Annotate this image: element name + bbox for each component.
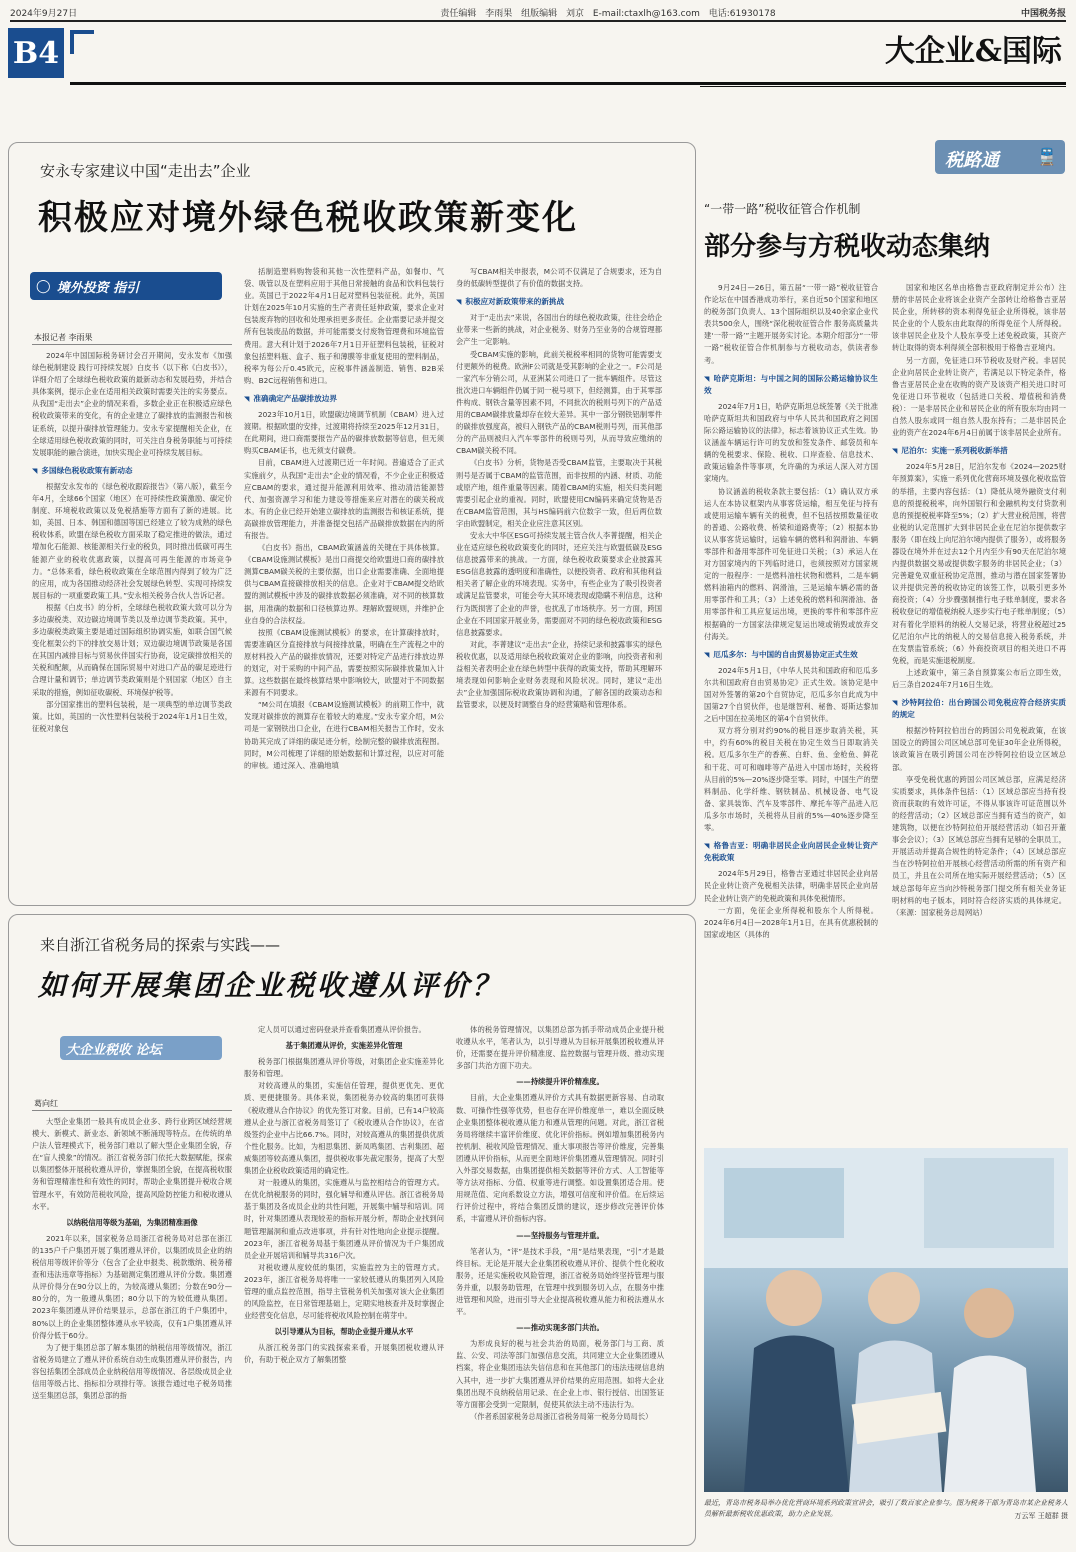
paragraph: 为了便于集团总部了解本集团的纳税信用等级情况，浙江省税务局建立了遵从评价系统自动生成集团遵从评价报告，内容包括集团全部成员企业纳税信用等级情况、各层级成员企业信用等级占比、指标扣分项排行等。该报告通过电子税务局推送至集团总部，集团总部的指	[32, 1342, 232, 1401]
subheading: ◥ 积极应对新政策带来的新挑战	[456, 296, 662, 308]
masthead-strip	[10, 4, 1066, 20]
article1-column-3	[456, 266, 662, 896]
photo-caption	[704, 1498, 1068, 1522]
subheading: ◥ 厄瓜多尔：与中国的自由贸易协定正式生效	[704, 649, 878, 661]
subheading: ◥ 多国绿色税收政策有新动态	[32, 465, 232, 477]
paragraph: 根据安永发布的《绿色税收跟踪报告》（第八版），截至今年4月，全球66个国家（地区）在可持续性政策激励、碳定价制度、环境税收政策以及免税措施等方面有了新的进展。比如，美国、日本、韩国和德国等国已经建立了较为成熟的绿色税收体系，欧盟在绿色税收方面采取了稳定推进的做法，通过增加化石能源、核能源相关行业的税负，同时推出低碳可再生能源产业的税收优惠政策，以提高可再生能源的市场竞争力。“总体来看，绿色税收政策在全球范围内得到了较为广泛的应用，成为各国推动经济社会发展绿色转型、实现可持续发展目标的一项重要政策工具。”安永相关税务合伙人告诉记者。	[32, 481, 232, 600]
paragraph: 根据《白皮书》的分析，全球绿色税收政策大致可以分为多边碳税类、双边碳边境调节类以及单边调节类政策。其中，多边碳税类政策主要是通过国际组织协调实施，如联合国气候变化框架公约下的排放交易计划；双边碳边境调节政策是各国在其国内减排目标与贸易伙伴国实行协商，设定碳排放相关的关税和配额，从而确保在国际贸易中对进口产品的碳足迹进行合理计量和调节；单边调节类政策则是个别国家（地区）自主采取的措施，例如征收碳税、环境保护税等。	[32, 602, 232, 697]
masthead-rule	[10, 20, 1066, 22]
issue-date: 2024年9月27日	[10, 8, 78, 19]
photo-credit: 万云军 王超群 摄	[1014, 1512, 1068, 1520]
paragraph: 国家和地区名单由格鲁吉亚政府制定并公布）注册的非居民企业将该企业资产全部转让给格鲁吉亚居民企业，所转移的资本利得免征企业所得税，该非居民企业的个人股东由此取得的所得免征个人所得税。该非居民企业及个人股东享受上述免税政策，其资产转让取得的资本利得须全部积极用于格鲁吉亚境内。	[892, 283, 1066, 353]
paragraph: 2021年以来，国家税务总局浙江省税务局对总部在浙江的135户千户集团开展了集团遵从评价，以集团成员企业的纳税信用等级评价等分（包含了企业申报类、税款缴纳、税务稽查和违法违章等指标）为基础测定集团遵从评价分数。集团遵从评价得分在90分以上的，为较高遵从集团；分数在90分—80分的，为一般遵从集团；80分以下的为较低遵从集团。2023年集团遵从评价结果显示，总部在浙江的千户集团中，80%以上的企业集团整体遵从水平较高，仅有1户集团遵从评价得分低于60分。	[32, 1233, 232, 1340]
article3-headline: 如何开展集团企业税收遵从评价？	[38, 969, 504, 1002]
article1-column-2	[244, 266, 444, 896]
article2-column-2	[892, 282, 1066, 1132]
article1-byline: 本报记者 李雨果	[34, 333, 93, 342]
subheading: ——持续提升评价精准度。	[516, 1077, 604, 1087]
paragraph: 2024年5月29日，格鲁吉亚通过非居民企业向居民企业转让资产免税相关法律，明确非居民企业向居民企业转让资产的免税政策和具体免税情形。	[704, 869, 878, 903]
paragraph: 2024年中国国际税务研讨会召开期间，安永发布《加强绿色税制建设 践行可持续发展》白皮书（以下称《白皮书》），详细介绍了全球绿色税收政策的最新动态和发展趋势，并结合具体案例，提示企业在适用相关政策时需要关注的实务要点。从我国“走出去”企业的情况来看，多数企业正在积极适应绿色税收政策带来的变化，有的企业建立了碳排放的监测报告和核证系统，以提升碳排放管理能力。安永专家提醒相关企业，在全球适用绿色税收政策的同时，可关注自身税务职能与可持续发展职能的融合演进，加快实现企业可持续发展目标。	[32, 351, 232, 457]
article3-column-1	[32, 1116, 232, 1536]
subheading: ◥ 尼泊尔：实施一系列税收新举措	[892, 445, 1066, 457]
column-logo-tax-road-text: 税路通	[945, 150, 999, 171]
column-logo-text: 境外投资 指引	[56, 280, 140, 296]
subheading: ——推动实现多部门共治。	[516, 1323, 604, 1333]
article3-column-3	[456, 1024, 664, 1536]
subheading: ◥ 准确确定产品碳排放边界	[244, 393, 444, 405]
paragraph: 从浙江税务部门的实践探索来看，开展集团税收遵从评价，有助于税企双方了解集团整	[244, 1343, 444, 1365]
article3-column-2	[244, 1024, 444, 1536]
paper-name: 中国税务报	[1020, 8, 1066, 19]
article2-kicker: “一带一路”税收征管合作机制	[704, 202, 861, 216]
section-title: 大企业&国际	[884, 34, 1062, 69]
article2-column-1	[704, 282, 878, 1132]
paragraph: 笔者认为，“评”是技术手段，“用”是结果表现，“引”才是最终目标。无论是开展大企业集团税收遵从评价、提供个性化税收服务，还是实施税收风险管理，浙江省税务局始终坚持管理与服务并重，以服务助管理，在管理中找到服务切入点，在服务中推进管理和风险，进而引导大企业提高税收遵从能力和税法遵从水平。	[456, 1246, 664, 1317]
paragraph: 括制造塑料购物袋和其他一次性塑料产品，如餐巾、气袋、吸管以及在塑料应用于其他日常接触的食品和饮料包装行业。英国已于2022年4月1日起对塑料包装征税。此外，英国计划在2025年10月实施的生产者责任延伸政策，要求企业对包装废弃物的回收和处理承担更多责任。企业需要记录并提交所有包装废品的数据，并可能需要支付废物管理费和环境监管费用。意大利计划于2026年7月1日开征塑料包装税，征税对象包括塑料瓶、盒子、瓶子和薄膜等非重复使用的塑料制品，税率为每公斤0.45欧元，应税事件涵盖制造、销售、B2B采购、B2C远程销售和进口。	[244, 267, 444, 385]
section-rule-thin	[700, 86, 1066, 87]
article3-byline: 葛向红	[34, 1099, 58, 1108]
byline-rule	[32, 344, 232, 345]
column-logo-forum-text: 大企业税收 论坛	[66, 1042, 162, 1058]
column-logo-tax-road	[935, 140, 1065, 174]
photo-caption-text: 最近，青岛市税务局举办优化营商环境系列政策宣讲会，吸引了数百家企业参与。图为税务干部为青岛市某企业税务人员解析最新税收优惠政策，助力企业发展。	[704, 1499, 1068, 1518]
subheading: ◥ 哈萨克斯坦：与中国之间的国际公路运输协议生效	[704, 373, 878, 397]
subheading: 基于集团遵从评价，实施差异化管理	[285, 1041, 403, 1051]
paragraph: 为形成良好的税与社会共治的局面，税务部门与工商、质监、公安、司法等部门加强信息交流，共同建立大企业集团遵从档案，将企业集团违法失信信息和在其他部门的违法违规信息纳入其中，进一步扩大集团遵从评价结果的应用范围。如将大企业集团出现不良纳税信用记录、在企业上市、银行授信、出国签证等方面都会受到一定限制，促使其依法主动不违法行为。	[456, 1339, 664, 1409]
globe-icon: ◯	[36, 278, 51, 294]
paragraph: 大型企业集团一般具有成员企业多、跨行业跨区域经营规模大、新模式、新业态、新领域不断涌现等特点。在传统的单户法人管理模式下，税务部门难以了解大型企业集团全貌，存在“盲人摸象”的情况。浙江省税务部门依托大数据赋能，探索以集团整体开展税收遵从评价，掌握集团全貌，在提高税收服务和管理精准性和有效性的同时，帮助企业集团提升税收合规管理水平，有效防范税收风险，提高风险防控能力和税收遵从水平。	[32, 1117, 232, 1211]
paragraph: 2023年10月1日，欧盟碳边境调节机制（CBAM）进入过渡期。根据欧盟的安排，过渡期将持续至2025年12月31日，在此期间，进口商需要报告产品的碳排放数据等信息，但无须购买CBAM证书，也无须支付碳费。	[244, 410, 444, 456]
column-logo-overseas	[30, 272, 222, 300]
page-number: B4	[8, 28, 64, 78]
news-photo	[704, 1148, 1068, 1492]
paragraph: 安永大中华区ESG可持续发展主管合伙人李菁提醒，相关企业在适应绿色税收政策变化的同时，还应关注与欧盟低碳及ESG信息披露带来的挑战。一方面，绿色税收政策要求企业披露其ESG信息披露的透明度和准确性，以便投资者、政府和其他利益相关者了解企业的环境表现。实务中，有些企业为了吸引投资者或满足监管要求，可能会夸大其环境表现或隐瞒不利信息，这种行为既损害了企业的声誉，也扰乱了市场秩序。另一方面，跨国企业在不同国家开展业务，需要面对不同的绿色税收政策和ESG信息披露要求。	[456, 530, 662, 637]
article2-headline: 部分参与方税收动态集纳	[704, 232, 991, 262]
paragraph: 一方面，免征企业所得税和股东个人所得税。2024年6月4日—2028年1月1日，在具有优惠税制的国家或地区（具体的	[704, 905, 878, 939]
paragraph: 税务部门根据集团遵从评价等级，对集团企业实施差异化服务和管理。	[244, 1057, 444, 1079]
subheading: 以引导遵从为目标，帮助企业提升遵从水平	[274, 1327, 414, 1337]
subheading: ◥ 格鲁吉亚：明确非居民企业向居民企业转让资产免税政策	[704, 840, 878, 864]
subheading: 以纳税信用等级为基础，为集团精准画像	[66, 1217, 198, 1227]
paragraph: 9月24日—26日，第五届“一带一路”税收征管合作论坛在中国香港成功举行，来自近50个国家和地区的税务部门负责人、13个国际组织以及40余家企业代表共500余人，围绕“深化税收征管合作 服务高质量共建‘一带一路’”主题开展务实讨论。本期介绍部分“一带一路”税收征管合作机制参与方税收动态，供读者参考。	[704, 283, 878, 365]
paragraph: 体的税务管理情况，以集团总部为抓手带动成员企业提升税收遵从水平，笔者认为，以引导遵从为目标开展集团税收遵从评价，还需要在提升评价精准度、监控数据与管理升级、推动实现多部门共治方面下功夫。	[456, 1025, 664, 1071]
paragraph: 对此，李菁建议“走出去”企业，持续记录和披露事实的绿色税收优惠，以及适用绿色税收政策对企业的影响，向投资者和利益相关者表明企业在绿色转型中获得的政策支持，帮助其理解环境表现如何影响企业财务表现和风险状况。同时，建议“走出去”企业加强国际税收政策协调和沟通，了解各国的政策动态和监管要求，以便及时调整自身的经营策略和管理体系。	[456, 639, 662, 710]
paragraph: 协议涵盖的税收条款主要包括：（1）确认双方承运人在本协议框架内从事客货运输，相互免征与持有或使用运输车辆有关的税费，但不包括按照数量征收的普通、公路收费、桥梁和道路费等；（2）根据本协议从事客货运输时，运输车辆的燃料和润滑油、车辆零部件和备用零部件可免征进口关税；（3）承运人在对方国家境内的下列临时进口，也须按照对方国家规定的一般程序：一是燃料油柱状物和燃料，二是车辆燃料油箱内的燃料、润滑油，三是运输车辆必需的备用零部件和工具；（3）上述免税的燃料和润滑油、备用零部件和工具应复运出境，更换的零件和零部件应根据确的一方国家法律规定复运出境或销毁或放弃交付海关。	[704, 486, 878, 641]
paragraph: 2024年5月1日，《中华人民共和国政府和厄瓜多尔共和国政府自由贸易协定》正式生效。该协定是中国对外签署的第20个自贸协定，厄瓜多尔自此成为中国第27个自贸伙伴，也是继智利、秘鲁、哥斯达黎加之后中国在拉美地区的第4个自贸伙伴。	[704, 665, 878, 724]
byline-rule-3	[32, 1110, 232, 1111]
paragraph: 对税收遵从度较低的集团，实施监控为主的管理方式。2023年，浙江省税务局将唯一一家较低遵从的集团列入风险管理的重点监控范围，指导主管税务机关加强对该大企业集团的风险监控，在日常管理基础上，定期实地核查并及时掌握企业经营变化信息，尽可能将税收风险控制在萌芽中。	[244, 1262, 444, 1321]
article1-column-1	[32, 350, 232, 895]
paragraph: 受CBAM实施的影响，此前关税税率相同的货物可能需要支付更额外的税费。欧洲F公司就是受其影响的企业之一。F公司是一家汽车分销公司，从亚洲某公司进口了一批车辆组件。尽管这批次进口车辆组件仍属于同一税号项下，但经测算，由于其零部件构成、钢铁含量等因素不同，不同批次的税则号列下的产品适用的CBAM碳排放量却存在较大差异。其中一部分钢铁铝制零件的碳排放强度高，被归入钢铁产品的CBAM税则号列，而其他部分的产品则被归入汽车零部件的税则号列，从而导致应缴纳的CBAM碳关税不同。	[456, 349, 662, 456]
paragraph: 《白皮书》指出，CBAM政策涵盖的关键在于具体核算。《CBAM设施测试模板》是出口商提交给欧盟进口商的碳排放测算CBAM碳关税的主要依据，出口企业需要准确、全面地提供与CBAM直接碳排放相关的信息。企业对于CBAM提交给欧盟的测试模板中涉及的碳排放数据必须准确，对不同的核算数据，用准确的数据和口径核算边界。理解欧盟规则，并维护企业自身的合法权益。	[244, 543, 444, 625]
paragraph: 2024年5月28日，尼泊尔发布《2024—2025财年预算案》，实施一系列优化营商环境及强化税收监管的举措，主要内容包括：（1）降低从境外融资支付利息的预提税税率，向外国银行和金融机构支付贷款利息的预提税税率降至5%；（2）扩大营业税范围，将营业税的认定范围扩大到非居民企业在尼泊尔提供数字服务（即在线上向尼泊尔境内提供了服务），或将服务器设在境外并在过去12个月内至少有90天在尼泊尔境内提供数据交易或提供数字服务的非居民企业；（3）完善避免双重征税协定范围，推动与潜在国家签署协议并提供完善的税收协定的该签工作，以吸引更多外商投资；（4）分步骤强制推行电子账单制度，要求各税收登记的增值税纳税人逐步实行电子账单制度；（5）对有着化学原料的纳税人交易记录，将营业税超过25亿尼泊尔卢比的纳税人的交易信息接入税务系统，并在发票监管系统；（6）外商投资项目的相关进口不再免税，而是实施退税制度。	[892, 462, 1066, 665]
paragraph: 对于“走出去”来说，各国出台的绿色税收政策，往往会给企业带来一些新的挑战，对企业税务、财务乃至业务的合规管理都会产生一定影响。	[456, 313, 662, 347]
article3-kicker: 来自浙江省税务局的探索与实践——	[40, 936, 281, 954]
paragraph: 部分国家推出的塑料包装税，是一项典型的单边调节类政策。比如，英国的一次性塑料包装税于2024年1月1日生效，征税对象包	[32, 699, 232, 733]
article1-kicker: 安永专家建议中国“走出去”企业	[40, 162, 251, 180]
paragraph: 根据沙特阿拉伯出台的跨国公司免税政策，在该国设立的跨国公司区域总部可免征30年企业所得税，该政策旨在吸引跨国公司在沙特阿拉伯设立区域总部。	[892, 726, 1066, 772]
subheading: ——坚持服务与管理并重。	[516, 1230, 604, 1240]
paragraph: “M公司在填报《CBAM设施测试模板》的前期工作中，就发现对碳排放的测算存在着较大的难度。”安永专家介绍，M公司是一家钢铁出口企业，在进行CBAM相关报告工作时，安永协助其完成了详细的碳足迹分析，绘制完整的碳排放流程图。同时，M公司梳理了详细的原始数据和计算过程，以应对可能的审核。通过深入、准确地填	[244, 700, 444, 770]
paragraph: 定人员可以通过密码登录并查看集团遵从评价报告。	[258, 1025, 426, 1034]
paragraph: 另一方面，免征进口环节税收及财产税。非居民企业向居民企业转让资产，若满足以下特定条件，格鲁吉亚居民企业在收购的资产及该资产相关进口时可免征进口环节税收（包括进口关税、增值税和消费税）：一是非居民企业和居民企业的所有股东均由同一自然人股东或同一组自然人股东持有；二是非居民企业的资产在2024年6月4日前属于该非居民企业所有。	[892, 355, 1066, 438]
paragraph: 《白皮书》分析，货物是否受CBAM监管，主要取决于其税则号是否属于CBAM的监管范围，而非按照的内涵、材质、功能或原产地，组件重量等因素。随着CBAM的实施，相关归类问题需要引起企业的重视。同时，欧盟使用CN编码来确定货物是否在CBAM监管范围，其与HS编码前六位数字一致，但后两位数字由欧盟制定，相关企业应注意其区别。	[456, 458, 662, 528]
subheading: ◥ 沙特阿拉伯：出台跨国公司免税应符合经济实质的规定	[892, 697, 1066, 721]
paragraph: 对一般遵从的集团，实施遵从与监控相结合的管理方式。在优化纳税服务的同时，强化辅导和遵从评估。浙江省税务局基于集团及各成员企业的共性问题，开展集中辅导和培训。同时，针对集团遵从表现较差的指标开展分析，帮助企业找到问题管理漏洞和重点改进事项，并有针对性地向企业提示提醒。2023年，浙江省税务局基于集团遵从评价情况为千户集团成员企业开展培训和辅导共316户次。	[244, 1178, 444, 1260]
editor-credits: 责任编辑 李雨果 组版编辑 刘京 E-mail:ctaxlh@163.com 电话:61930178	[440, 8, 776, 19]
paragraph: 目前，大企业集团遵从评价方式具有数据更新容易、自动取数、可操作性强等优势，但也存在评价维度单一，难以全面反映企业集团整体税收遵从能力和遵从管理的问题。对此，浙江省税务局将继续丰富评价维度、优化评价指标。例如增加集团税务内控机制、税收风险管理情况、重大事项报告等评价维度，完善集团遵从评价指标，从而更全面地评价集团遵从管理情况。同时引入外部交易数据，由集团提供相关数据等评价方式、人工智能等等方法对指标、分值、权重等进行调整。如设置集团适合用。使用规范值、定向系数设立方法，增强可信度和评价值。在后续运行评价过程中，将结合集团反馈的建议，逐步修改完善评价体系，丰富遵从评价指标内容。	[456, 1093, 664, 1224]
paragraph: 写CBAM相关申报表，M公司不仅满足了合规要求，还为自身的低碳转型提供了有价值的数据支持。	[456, 267, 662, 289]
column-logo-forum	[60, 1036, 222, 1060]
article1-headline: 积极应对境外绿色税收政策新变化	[38, 198, 578, 238]
train-icon: 🚆	[1037, 147, 1057, 166]
photo-illustration	[704, 1148, 1068, 1492]
paragraph: 享受免税优惠的跨国公司区域总部，应满足经济实质要求，具体条件包括：（1）区域总部应当持有投资而获取的有效许可证，不得从事该许可证范围以外的经营活动；（2）区域总部应当拥有适当的资产，如建筑物，以便在沙特阿拉伯开展经营活动（如召开董事会会议）；（3）区域总部应当拥有足够的全职员工，开展活动并提高合规性的特定条件；（4）区域总部应当在沙特阿拉伯开展核心经营活动所需的所有资产和员工，并且在公司所在地实际开展经营活动；（5）区域总部每年应当向沙特税务部门提交所有相关业务证明材料的电子版本，同时符合经济实质的具体规定。（来源：国家税务总局网站）	[892, 774, 1066, 917]
paragraph: 按照《CBAM设施测试模板》的要求，在计算碳排放时，需要准确区分直接排放与间接排放量，明确在生产流程之中的原材料投入产品的碳排放情况，还要对特定产品进行排放边界的划定，对于采购的中间产品，需要按照实际碳排放量加入计算。这些数据在最终核算结果中影响较大，欧盟对于不同数据来源有不同要求。	[244, 627, 444, 698]
paragraph: 对较高遵从的集团，实施信任管理，提供更优先、更优质、更便捷服务。具体来说，集团税务办较高的集团可获得《税收遵从合作协议》的优先签订对象。目前，已有14户较高遵从企业与浙江省税务局签订了《税收遵从合作协议》，在省级签约企业中占比66.7%。同时，对较高遵从的集团提供优质个性化服务。比如，为相思集团、新凤鸣集团、吉利集团、超威集团等较高遵从集团，提供税收事先裁定服务，提高了大型集团企业税收政策适用的确定性。	[244, 1081, 444, 1176]
paragraph: （作者系国家税务总局浙江省税务局第一税务分局局长）	[470, 1411, 653, 1421]
corner-bracket	[70, 30, 94, 54]
paragraph: 上述政策中，第三条自预算案公布后立即生效，后三条自2024年7月16日生效。	[892, 667, 1066, 689]
section-rule	[70, 82, 1066, 85]
paragraph: 双方将分别对约90%的税目逐步取消关税，其中，约有60%的税目关税在协定生效当日即取消关税。厄瓜多尔生产的香蕉、白虾、鱼、金枪鱼、鲜花和干花、可可和咖啡等产品进入中国市场时，关税将从目前的5%—20%逐步降至零。同时，中国生产的塑料制品、化学纤维、钢铁制品、机械设备、电气设备、家具装饰、汽车及零部件、摩托车等产品进入厄瓜多尔市场时，关税将从目前的5%—40%逐步降至零。	[704, 726, 878, 833]
paragraph: 目前，CBAM进入过渡期已近一年时间。普遍适合了正式实施前夕，从我国“走出去”企业的情况看，不少企业正积极适应CBAM的要求，通过提升能源利用效率、推动清洁能源替代、加强资源学习和能力建设等措施来应对潜在的碳关税成本。有的企业已经开始建立碳排放的监测报告和核证系统，提高碳排放管理能力，并准备提交包括产品碳排放数据在内的所有报告。	[244, 458, 444, 540]
paragraph: 2024年7月1日，哈萨克斯坦总统签署《关于批准哈萨克斯坦共和国政府与中华人民共和国政府之间国际公路运输协议的法律》，标志着该协议正式生效。协议涵盖车辆运行许可的发放和签发条件、邮袋员和车辆的免税要求、保险、税收、口岸查验、信息技术、政策运输条件等事项，允许确的为承运人深入对方国家境内。	[704, 401, 878, 484]
